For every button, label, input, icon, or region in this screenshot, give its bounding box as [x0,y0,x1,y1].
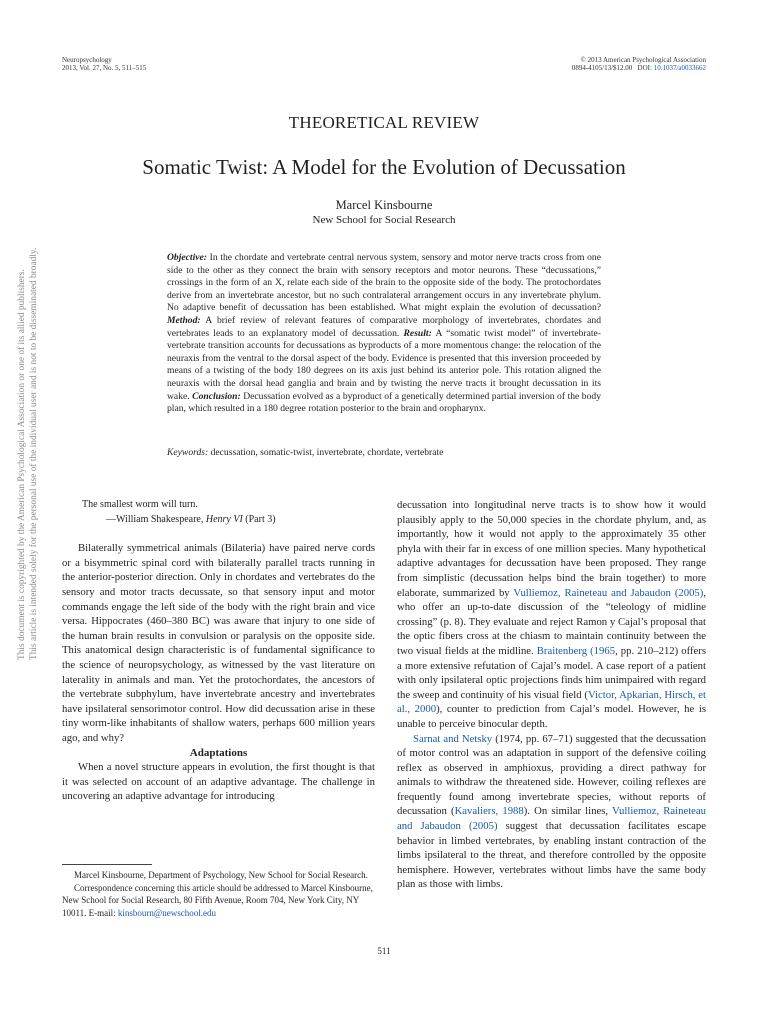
rp2-text-a: (1974, pp. 67–71) suggested that the decussation of motor control was an adaptation in support of the defensive coiling reflex as observed in amphioxus, providing a direct pathway for animals to withdraw the threatened side. However, coiling reflexes are frequently found among invertebrate species, without reports of decussation ( [397,732,706,818]
rp2-text-b: ). On similar lines, [523,805,612,818]
side-note-line-1: This document is copyrighted by the American Psychological Association or one of its allied publishers. [17,269,27,660]
rp2-text-c: suggest that decussation facilitates escape behavior in limbed vertebrates, by enabling instant contraction of the limbs ipsilateral to the threat, and therefore controlled by the opposite hemisphere. However, vertebrates without limbs have the same body plan as those with limbs. [397,820,706,891]
epigraph-attribution [62,513,375,528]
intro-paragraph: Bilaterally symmetrical animals (Bilateria) have paired nerve cords or a bisymmetric spinal cord with bilaterally parallel tracts running in the anterior-posterior direction. Only in chordates and vertebrates do the sensory and motor tracts decussate, so that sensory input and motor commands engage the left side of the body with the right brain and vice versa. Hippocrates (460–380 BC) was aware that injury to one side of the human brain results in convulsion or paralysis on the opposite side. This anatomical design characteristic is of fundamental significance to the science of neuropsychology, as witnessed by the vast literature on laterality in animals and man. Yet the protochordates, the ancestors of the vertebrate subphylum, have invertebrate ancestry and invertebrates have ipsilateral sensorimotor control. How did decussation arise in these tiny worm-like inhabitants of shallow waters, perhaps 600 million years ago, and why? [62,542,375,744]
rp1-text-d: ), counter to prediction from Cajal’s model. However, he is unable to perceive binocular depth. [397,703,706,730]
journal-name: Neuropsychology [62,56,112,64]
abstract-method-text: A brief review of relevant features of comparative morphology of invertebrates, chordates and vertebrates leads to an explanatory model of decussation. [167,314,601,339]
abstract-result-label: Result: [403,327,432,339]
citation-link-vulliemoz-2[interactable]: Vulliemoz, Raineteau and Jabaudon (2005) [397,805,707,833]
section-title: THEORETICAL REVIEW [288,113,480,132]
right-paragraph-2 [397,732,706,893]
issn: 0894-4105/13/$12.00 [571,64,633,72]
epigraph-quote: The smallest worm will turn. [82,499,198,510]
left-column [62,498,375,804]
abstract-result-text: A “somatic twist model” of invertebrate-vertebrate transition accounts for decussations as byproducts of a more momentous change: the relocation of the neuraxis from the ventral to the dorsal aspect of the body. Evidence is presented that this inversion proceeded by means of a twisting of the body 180 degrees on its axis just behind its anterior pole. This rotation aligned the neuraxis with the dorsal head ganglia and brain and by twisting the nerve tracts it brought decussation in its wake. [167,327,602,402]
abstract-method-label: Method: [167,314,201,326]
rp1-text-b: , who offer an up-to-date discussion of the “teleology of midline crossing” (p. 8). They evaluate and reject Ramon y Cajal’s proposal that the optic fibers cross at the chiasm to maintain continuity between the two visual fields at the midline. [397,586,706,657]
volume-line: 2013, Vol. 27, No. 5, 511–515 [62,64,147,72]
journal-header-left [62,56,146,72]
author-name: Marcel Kinsbourne [335,198,433,212]
citation-link-kavaliers[interactable]: Kavaliers, 1988 [454,805,524,818]
side-note-text [16,248,40,660]
rp1-text-c: , pp. 210–212) offers a more extensive refutation of Cajal’s model. A case report of a patient with only ipsilateral optic projections finds him unimpaired with regard the sweep and continuity of his visual field ( [397,644,706,701]
adaptations-paragraph: When a novel structure appears in evolution, the first thought is that it was selected on account of an adaptive advantage. The challenge in uncovering an adaptive advantage for introducing [62,761,375,803]
epigraph-attr-work: Henry VI [205,513,243,525]
footnote-affiliation: Marcel Kinsbourne, Department of Psychology, New School for Social Research. [74,870,368,880]
side-note-line-2: This article is intended solely for the personal use of the individual user and is not to be disseminated broadly. [29,247,39,660]
keywords-text: decussation, somatic-twist, invertebrate, chordate, vertebrate [208,447,444,458]
copyright-line: © 2013 American Psychological Association [580,56,706,64]
footnote-correspondence-text: Correspondence concerning this article should be addressed to Marcel Kinsbourne, New School for Social Research, 80 Fifth Avenue, Room 704, New York City, NY 10011. E-mail: [62,882,373,918]
footnote-correspondence [62,882,375,920]
doi-label: DOI: [637,64,652,72]
issn-doi-line [572,64,706,72]
copyright-side-note [16,247,39,662]
journal-header-right [572,56,706,72]
footnote-divider [62,864,152,865]
rp1-text-a: decussation into longitudinal nerve tracts is to show how it would plausibly apply to the 50,000 species in the chordate phylum, and, as importantly, how it would not apply to the approximately 35 other phyla with their far in excess of one million species. Many hypothetical adaptive advantages for decussation have been proposed. They range from simplistic (decussation helps bind the brain together) to more elaborate, summarized by [397,499,706,599]
citation-link-braitenberg[interactable]: Braitenberg (1965 [536,644,616,657]
epigraph-attr-prefix: —William Shakespeare, [106,513,206,525]
right-column [397,498,706,892]
abstract-conclusion-label: Conclusion: [192,390,241,402]
citation-link-victor[interactable]: Victor, Apkarian, Hirsch, et al., 2000 [397,688,706,716]
section-heading-adaptations: Adaptations [189,746,248,759]
author-affiliation: New School for Social Research [312,214,456,226]
citation-link-sarnat[interactable]: Sarnat and Netsky [413,732,493,745]
footnotes [62,869,375,919]
epigraph-attr-suffix: (Part 3) [242,513,276,525]
epigraph [62,498,375,527]
page-number: 511 [377,946,391,956]
abstract-conclusion-text: Decussation evolved as a byproduct of a genetically determined partial inversion of the body plan, which resulted in a 180 degree rotation posterior to the brain and oropharynx. [167,390,601,415]
doi-link[interactable]: 10.1037/a0033662 [653,64,706,72]
citation-link-vulliemoz[interactable]: Vulliemoz, Raineteau and Jabaudon (2005) [513,586,704,599]
abstract [167,252,601,416]
article-title: Somatic Twist: A Model for the Evolution of Decussation [142,155,626,179]
keywords-label: Keywords: [167,447,209,458]
right-paragraph-1 [397,498,706,732]
abstract-objective-label: Objective: [167,252,207,263]
email-link[interactable]: kinsbourn@newschool.edu [117,907,216,918]
abstract-objective-text: In the chordate and vertebrate central nervous system, sensory and motor nerve tracts cross from one side to the other as they connect the brain with sensory receptors and motor neurons. These “decussations,” crossings in the form of an X, relate each side of the brain to the opposite side of the body. The protochordates derive from an invertebrate ancestor, but no such contralateral arrangement occurs in any invertebrate phylum. No adaptive benefit of decussation has been established. What might explain the evolution of decussation? [167,252,601,314]
keywords [167,447,601,459]
